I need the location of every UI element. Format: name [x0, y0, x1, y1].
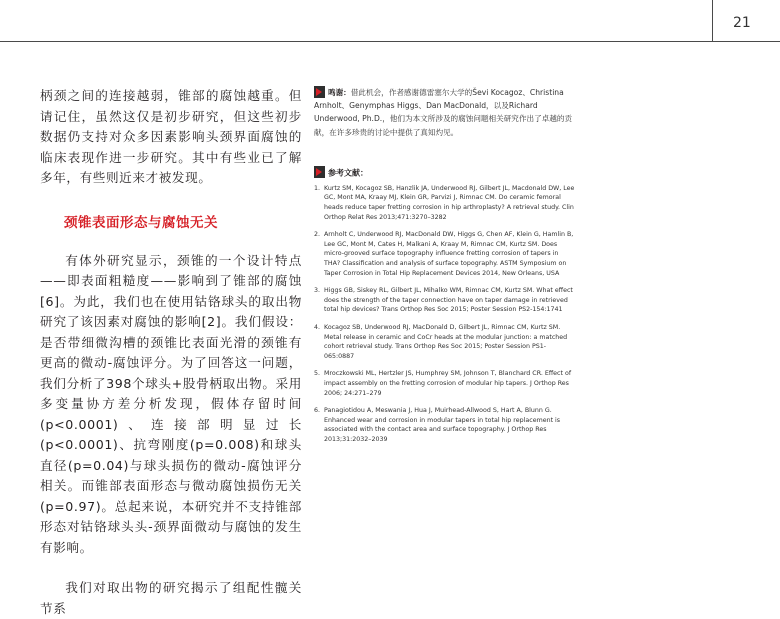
page-number: 21 — [733, 15, 751, 31]
reference-number: 4. — [314, 323, 321, 331]
reference-list — [314, 184, 576, 445]
reference-text: Kocagoz SB, Underwood RJ, MacDonald D, Gilbert JL, Rimnac CM, Kurtz SM. Metal release in ceramic and CoCr heads at the modular junction: a matched cohort retrieval study. Trans Orthop Res Soc 2015; Poster Session PS1-065:0887 — [324, 323, 568, 360]
right-column — [314, 86, 576, 452]
reference-number: 6. — [314, 407, 321, 415]
acknowledgement-label: 鸣谢： — [328, 88, 351, 97]
reference-number: 5. — [314, 370, 321, 378]
body-paragraph-3: 我们对取出物的研究揭示了组配性髋关节系 — [40, 580, 302, 616]
reference-item — [314, 406, 576, 444]
reference-item — [314, 323, 576, 361]
arrow-marker-icon — [314, 166, 325, 178]
reference-text: Kurtz SM, Kocagoz SB, Hanzlik JA, Underwood RJ, Gilbert JL, Macdonald DW, Lee GC, Mont MA, Kraay MJ, Klein GR, Parvizi J, Rimnac CM. Do ceramic femoral heads reduce taper fretting corrosion in hip arthroplasty? A retrieval study. Clin Orthop Relat Res 2013;471:3270–3282 — [324, 184, 575, 221]
reference-text: Arnholt C, Underwood RJ, MacDonald DW, Higgs G, Chen AF, Klein G, Hamlin B, Lee GC, Mont M, Cates H, Malkani A, Kraay M, Rimnac CM, Kurtz SM. Does micro-grooved surface topography influence fretting corrosion of tapers in THA? Classification and analysis of surface topography. ASTM Symposium on Taper Corrosion in Total Hip Replacement Devices 2014, New Orleans, USA — [324, 231, 574, 277]
references-heading — [314, 167, 576, 179]
reference-number: 3. — [314, 287, 321, 295]
reference-text: Panagiotidou A, Meswania J, Hua J, Muirhead-Allwood S, Hart A, Blunn G. Enhanced wear and corrosion in modular tapers in total hip replacement is associated with the contact area and surface topography. J Orthop Res 2013;31:2032–2039 — [324, 407, 561, 443]
body-paragraph-2: 有体外研究显示，颈锥的一个设计特点——即表面粗糙度——影响到了锥部的腐蚀[6]。为此，我们也在使用钴铬球头的取出物研究了该因素对腐蚀的影响[2]。我们假设：是否带细微沟槽的颈锥比表面光滑的颈锥有更高的微动-腐蚀评分。为了回答这一问题，我们分析了398个球头+股骨柄取出物。采用多变量协方差分析发现，假体存留时间(p<0.0001)、连接部明显过长(p<0.0001)、抗弯刚度(p=0.008)和球头直径(p=0.04)与球头损伤的微动-腐蚀评分相关。而锥部表面形态与微动腐蚀损伤无关(p=0.97)。总起来说，本研究并不支持锥部形态对钴铬球头头-颈界面微动与腐蚀的发生有影响。 — [40, 252, 302, 555]
reference-item — [314, 184, 576, 222]
header-rule — [0, 41, 780, 42]
reference-item — [314, 286, 576, 315]
left-column — [40, 86, 302, 619]
section-heading: 颈锥表面形态与腐蚀无关 — [64, 214, 218, 231]
reference-number: 2. — [314, 231, 321, 239]
reference-text: Mroczkowski ML, Hertzler JS, Humphrey SM, Johnson T, Blanchard CR. Effect of impact assembly on the fretting corrosion of modular hip tapers. J Orthop Res 2006; 24:271–279 — [324, 370, 572, 397]
body-paragraph-1: 柄颈之间的连接越弱，锥部的腐蚀越重。但请记住，虽然这仅是初步研究，但这些初步数据仍支持对众多因素影响头颈界面腐蚀的临床表现作进一步研究。其中有些业已了解多年，有些则近来才被发现。 — [40, 88, 302, 185]
reference-item — [314, 230, 576, 278]
reference-text: Higgs GB, Siskey RL, Gilbert JL, Mihalko WM, Rimnac CM, Kurtz SM. What effect does the strength of the taper connection have on taper damage in retrieved total hip devices? Trans Orthop Res Soc 2015; Poster Session PS2-154:1741 — [324, 287, 573, 314]
references-heading-label: 参考文献： — [328, 168, 368, 178]
arrow-marker-icon — [314, 86, 325, 98]
reference-item — [314, 369, 576, 398]
header-divider — [712, 0, 713, 42]
acknowledgement — [314, 86, 576, 139]
acknowledgement-text: 借此机会，作者感谢德雷塞尔大学的Ševi Kocagoz、Christina Arnholt、Genymphas Higgs、Dan MacDonald，以及Richard Underwood, Ph.D.，他们为本文所涉及的腐蚀问题相关研究作出了卓越的贡献，在许多珍贵的讨论中提供了真知灼见。 — [314, 88, 573, 137]
reference-number: 1. — [314, 184, 321, 192]
